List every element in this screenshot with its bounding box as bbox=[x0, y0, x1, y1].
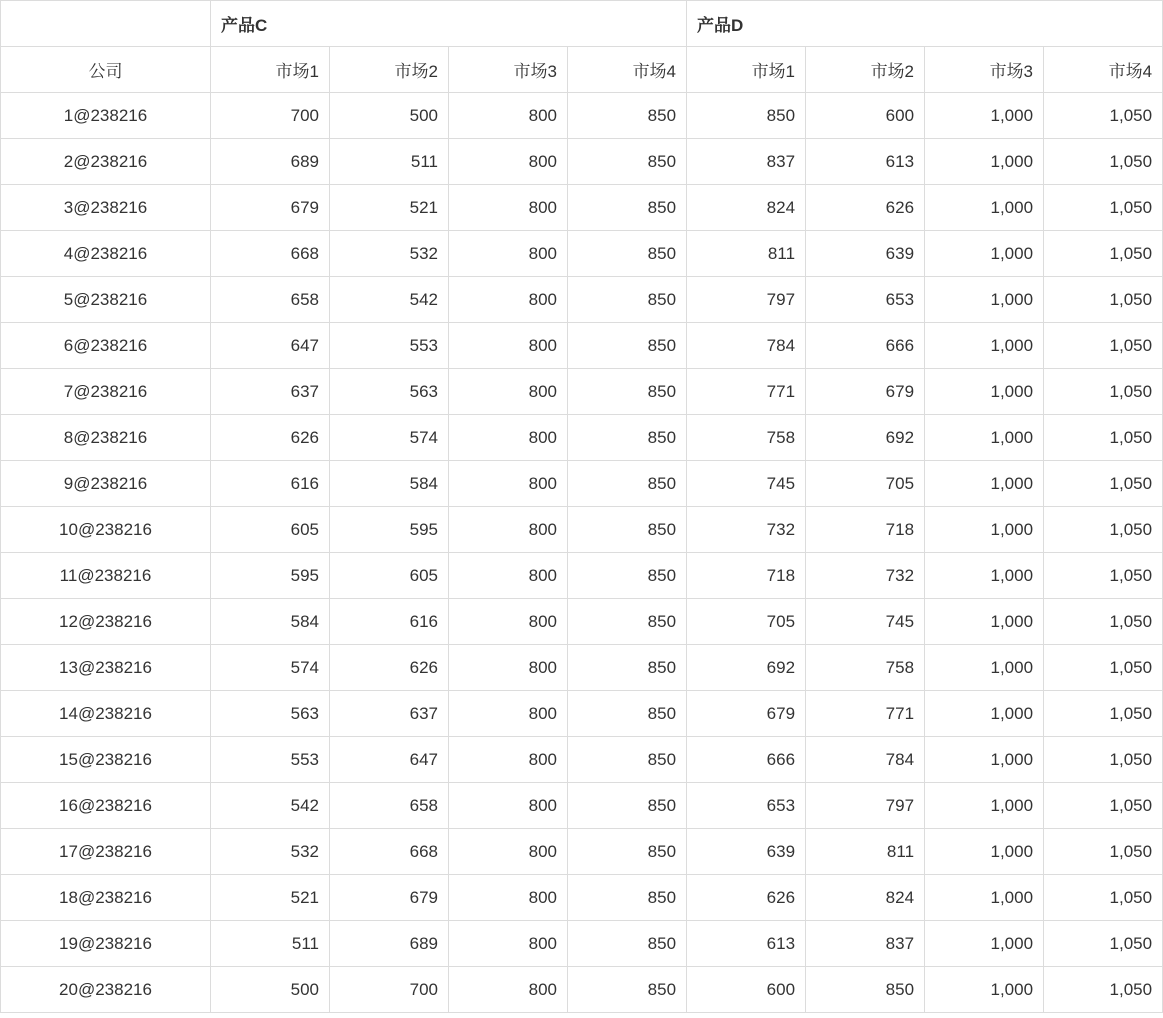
product-d-market4-cell: 1,050 bbox=[1044, 783, 1163, 829]
product-d-market3-cell: 1,000 bbox=[925, 967, 1044, 1013]
product-c-market4-cell: 850 bbox=[568, 461, 687, 507]
product-d-market4-cell: 1,050 bbox=[1044, 93, 1163, 139]
product-d-market1-cell: 811 bbox=[687, 231, 806, 277]
company-cell: 11@238216 bbox=[1, 553, 211, 599]
product-d-market2-cell: 771 bbox=[806, 691, 925, 737]
product-c-market1-cell: 595 bbox=[211, 553, 330, 599]
product-d-market2-cell: 797 bbox=[806, 783, 925, 829]
company-cell: 15@238216 bbox=[1, 737, 211, 783]
header-corner-cell bbox=[1, 1, 211, 47]
product-d-market1-cell: 679 bbox=[687, 691, 806, 737]
column-header-c-market2: 市场2 bbox=[330, 47, 449, 93]
product-d-market2-cell: 837 bbox=[806, 921, 925, 967]
product-c-market1-cell: 658 bbox=[211, 277, 330, 323]
product-d-market4-cell: 1,050 bbox=[1044, 507, 1163, 553]
product-c-market1-cell: 616 bbox=[211, 461, 330, 507]
column-header-d-market4: 市场4 bbox=[1044, 47, 1163, 93]
company-cell: 16@238216 bbox=[1, 783, 211, 829]
product-c-market4-cell: 850 bbox=[568, 967, 687, 1013]
product-c-market4-cell: 850 bbox=[568, 921, 687, 967]
product-c-market4-cell: 850 bbox=[568, 369, 687, 415]
product-c-market3-cell: 800 bbox=[449, 645, 568, 691]
product-d-market1-cell: 837 bbox=[687, 139, 806, 185]
product-d-market2-cell: 745 bbox=[806, 599, 925, 645]
product-c-market3-cell: 800 bbox=[449, 139, 568, 185]
product-d-market3-cell: 1,000 bbox=[925, 783, 1044, 829]
product-c-market1-cell: 521 bbox=[211, 875, 330, 921]
product-c-market1-cell: 689 bbox=[211, 139, 330, 185]
product-d-market3-cell: 1,000 bbox=[925, 599, 1044, 645]
product-d-market3-cell: 1,000 bbox=[925, 323, 1044, 369]
product-d-market4-cell: 1,050 bbox=[1044, 921, 1163, 967]
product-d-market3-cell: 1,000 bbox=[925, 737, 1044, 783]
table-row bbox=[1, 737, 1163, 783]
product-c-market2-cell: 532 bbox=[330, 231, 449, 277]
product-d-market2-cell: 666 bbox=[806, 323, 925, 369]
product-c-market2-cell: 637 bbox=[330, 691, 449, 737]
product-c-market3-cell: 800 bbox=[449, 875, 568, 921]
product-c-market1-cell: 500 bbox=[211, 967, 330, 1013]
product-d-market2-cell: 718 bbox=[806, 507, 925, 553]
product-c-market1-cell: 626 bbox=[211, 415, 330, 461]
table-row bbox=[1, 829, 1163, 875]
column-header-c-market3: 市场3 bbox=[449, 47, 568, 93]
product-c-market3-cell: 800 bbox=[449, 507, 568, 553]
product-c-market4-cell: 850 bbox=[568, 783, 687, 829]
table-row bbox=[1, 507, 1163, 553]
table-row bbox=[1, 323, 1163, 369]
table-row bbox=[1, 231, 1163, 277]
product-d-market3-cell: 1,000 bbox=[925, 507, 1044, 553]
product-d-market1-cell: 718 bbox=[687, 553, 806, 599]
product-d-market1-cell: 784 bbox=[687, 323, 806, 369]
product-c-market2-cell: 605 bbox=[330, 553, 449, 599]
product-c-market4-cell: 850 bbox=[568, 323, 687, 369]
product-d-market4-cell: 1,050 bbox=[1044, 553, 1163, 599]
product-c-market2-cell: 626 bbox=[330, 645, 449, 691]
product-c-market4-cell: 850 bbox=[568, 737, 687, 783]
product-c-market2-cell: 500 bbox=[330, 93, 449, 139]
product-c-market3-cell: 800 bbox=[449, 369, 568, 415]
column-header-c-market1: 市场1 bbox=[211, 47, 330, 93]
product-c-market1-cell: 511 bbox=[211, 921, 330, 967]
product-c-market4-cell: 850 bbox=[568, 645, 687, 691]
product-c-market2-cell: 595 bbox=[330, 507, 449, 553]
product-c-market4-cell: 850 bbox=[568, 553, 687, 599]
product-d-market4-cell: 1,050 bbox=[1044, 323, 1163, 369]
company-cell: 5@238216 bbox=[1, 277, 211, 323]
table-row bbox=[1, 875, 1163, 921]
product-d-market2-cell: 692 bbox=[806, 415, 925, 461]
table-header bbox=[1, 1, 1163, 93]
product-c-market3-cell: 800 bbox=[449, 93, 568, 139]
product-c-market2-cell: 689 bbox=[330, 921, 449, 967]
product-c-market4-cell: 850 bbox=[568, 231, 687, 277]
product-d-market3-cell: 1,000 bbox=[925, 369, 1044, 415]
product-c-market3-cell: 800 bbox=[449, 185, 568, 231]
company-cell: 10@238216 bbox=[1, 507, 211, 553]
product-c-market3-cell: 800 bbox=[449, 323, 568, 369]
product-d-market4-cell: 1,050 bbox=[1044, 691, 1163, 737]
product-d-market1-cell: 613 bbox=[687, 921, 806, 967]
company-cell: 13@238216 bbox=[1, 645, 211, 691]
product-c-market1-cell: 668 bbox=[211, 231, 330, 277]
company-cell: 3@238216 bbox=[1, 185, 211, 231]
product-c-market1-cell: 679 bbox=[211, 185, 330, 231]
product-c-market4-cell: 850 bbox=[568, 599, 687, 645]
product-c-market2-cell: 574 bbox=[330, 415, 449, 461]
product-d-market3-cell: 1,000 bbox=[925, 921, 1044, 967]
table-row bbox=[1, 185, 1163, 231]
product-c-market3-cell: 800 bbox=[449, 415, 568, 461]
product-c-market2-cell: 616 bbox=[330, 599, 449, 645]
product-d-market3-cell: 1,000 bbox=[925, 277, 1044, 323]
product-d-market4-cell: 1,050 bbox=[1044, 369, 1163, 415]
product-c-market4-cell: 850 bbox=[568, 691, 687, 737]
table-row bbox=[1, 415, 1163, 461]
product-d-market4-cell: 1,050 bbox=[1044, 277, 1163, 323]
company-cell: 18@238216 bbox=[1, 875, 211, 921]
product-d-market1-cell: 758 bbox=[687, 415, 806, 461]
product-c-market1-cell: 647 bbox=[211, 323, 330, 369]
product-d-market1-cell: 797 bbox=[687, 277, 806, 323]
product-c-market4-cell: 850 bbox=[568, 277, 687, 323]
product-d-market3-cell: 1,000 bbox=[925, 829, 1044, 875]
product-c-market3-cell: 800 bbox=[449, 783, 568, 829]
product-d-market2-cell: 784 bbox=[806, 737, 925, 783]
product-d-market2-cell: 705 bbox=[806, 461, 925, 507]
product-d-market4-cell: 1,050 bbox=[1044, 599, 1163, 645]
company-cell: 14@238216 bbox=[1, 691, 211, 737]
product-c-market1-cell: 553 bbox=[211, 737, 330, 783]
product-d-market4-cell: 1,050 bbox=[1044, 737, 1163, 783]
product-d-market3-cell: 1,000 bbox=[925, 139, 1044, 185]
product-d-market1-cell: 692 bbox=[687, 645, 806, 691]
table-row bbox=[1, 369, 1163, 415]
product-c-market4-cell: 850 bbox=[568, 139, 687, 185]
product-c-market2-cell: 511 bbox=[330, 139, 449, 185]
product-c-market3-cell: 800 bbox=[449, 829, 568, 875]
product-c-market4-cell: 850 bbox=[568, 93, 687, 139]
table-row bbox=[1, 967, 1163, 1013]
product-d-market2-cell: 679 bbox=[806, 369, 925, 415]
company-cell: 8@238216 bbox=[1, 415, 211, 461]
product-c-market4-cell: 850 bbox=[568, 415, 687, 461]
product-d-market4-cell: 1,050 bbox=[1044, 645, 1163, 691]
product-d-market2-cell: 732 bbox=[806, 553, 925, 599]
company-cell: 7@238216 bbox=[1, 369, 211, 415]
column-header-row bbox=[1, 47, 1163, 93]
product-d-market3-cell: 1,000 bbox=[925, 185, 1044, 231]
product-c-market3-cell: 800 bbox=[449, 599, 568, 645]
product-c-market2-cell: 542 bbox=[330, 277, 449, 323]
product-d-market2-cell: 639 bbox=[806, 231, 925, 277]
product-d-market3-cell: 1,000 bbox=[925, 415, 1044, 461]
product-d-market2-cell: 824 bbox=[806, 875, 925, 921]
group-header-product-c: 产品C bbox=[211, 1, 687, 47]
product-d-market1-cell: 666 bbox=[687, 737, 806, 783]
product-c-market2-cell: 700 bbox=[330, 967, 449, 1013]
product-c-market2-cell: 679 bbox=[330, 875, 449, 921]
product-d-market2-cell: 850 bbox=[806, 967, 925, 1013]
product-c-market3-cell: 800 bbox=[449, 231, 568, 277]
company-cell: 17@238216 bbox=[1, 829, 211, 875]
product-d-market3-cell: 1,000 bbox=[925, 93, 1044, 139]
table-row bbox=[1, 691, 1163, 737]
column-header-d-market2: 市场2 bbox=[806, 47, 925, 93]
group-header-product-d: 产品D bbox=[687, 1, 1163, 47]
table-body bbox=[1, 93, 1163, 1013]
product-c-market3-cell: 800 bbox=[449, 737, 568, 783]
product-d-market1-cell: 732 bbox=[687, 507, 806, 553]
company-cell: 19@238216 bbox=[1, 921, 211, 967]
product-c-market2-cell: 563 bbox=[330, 369, 449, 415]
company-cell: 20@238216 bbox=[1, 967, 211, 1013]
product-d-market1-cell: 639 bbox=[687, 829, 806, 875]
column-header-company: 公司 bbox=[1, 47, 211, 93]
product-d-market1-cell: 771 bbox=[687, 369, 806, 415]
product-d-market4-cell: 1,050 bbox=[1044, 185, 1163, 231]
product-c-market3-cell: 800 bbox=[449, 277, 568, 323]
product-d-market3-cell: 1,000 bbox=[925, 875, 1044, 921]
product-c-market2-cell: 668 bbox=[330, 829, 449, 875]
product-c-market1-cell: 532 bbox=[211, 829, 330, 875]
product-c-market3-cell: 800 bbox=[449, 691, 568, 737]
product-d-market3-cell: 1,000 bbox=[925, 691, 1044, 737]
product-c-market1-cell: 637 bbox=[211, 369, 330, 415]
product-d-market1-cell: 600 bbox=[687, 967, 806, 1013]
product-d-market1-cell: 705 bbox=[687, 599, 806, 645]
product-c-market4-cell: 850 bbox=[568, 829, 687, 875]
product-d-market1-cell: 626 bbox=[687, 875, 806, 921]
product-c-market1-cell: 605 bbox=[211, 507, 330, 553]
table-row bbox=[1, 921, 1163, 967]
product-d-market4-cell: 1,050 bbox=[1044, 139, 1163, 185]
table-row bbox=[1, 599, 1163, 645]
product-d-market4-cell: 1,050 bbox=[1044, 967, 1163, 1013]
company-cell: 2@238216 bbox=[1, 139, 211, 185]
product-c-market1-cell: 574 bbox=[211, 645, 330, 691]
product-c-market4-cell: 850 bbox=[568, 507, 687, 553]
product-c-market4-cell: 850 bbox=[568, 875, 687, 921]
column-header-d-market3: 市场3 bbox=[925, 47, 1044, 93]
product-d-market2-cell: 653 bbox=[806, 277, 925, 323]
group-header-row bbox=[1, 1, 1163, 47]
product-c-market3-cell: 800 bbox=[449, 461, 568, 507]
product-c-market1-cell: 563 bbox=[211, 691, 330, 737]
product-c-market2-cell: 553 bbox=[330, 323, 449, 369]
company-cell: 6@238216 bbox=[1, 323, 211, 369]
product-c-market2-cell: 521 bbox=[330, 185, 449, 231]
product-c-market4-cell: 850 bbox=[568, 185, 687, 231]
product-c-market3-cell: 800 bbox=[449, 553, 568, 599]
product-c-market3-cell: 800 bbox=[449, 967, 568, 1013]
product-c-market1-cell: 542 bbox=[211, 783, 330, 829]
product-d-market4-cell: 1,050 bbox=[1044, 231, 1163, 277]
product-c-market3-cell: 800 bbox=[449, 921, 568, 967]
product-c-market1-cell: 700 bbox=[211, 93, 330, 139]
product-d-market4-cell: 1,050 bbox=[1044, 875, 1163, 921]
company-cell: 12@238216 bbox=[1, 599, 211, 645]
company-cell: 1@238216 bbox=[1, 93, 211, 139]
table-row bbox=[1, 93, 1163, 139]
product-d-market1-cell: 745 bbox=[687, 461, 806, 507]
product-d-market4-cell: 1,050 bbox=[1044, 829, 1163, 875]
product-d-market4-cell: 1,050 bbox=[1044, 461, 1163, 507]
product-d-market2-cell: 600 bbox=[806, 93, 925, 139]
product-c-market1-cell: 584 bbox=[211, 599, 330, 645]
product-d-market3-cell: 1,000 bbox=[925, 645, 1044, 691]
table-row bbox=[1, 553, 1163, 599]
table-row bbox=[1, 783, 1163, 829]
product-d-market1-cell: 850 bbox=[687, 93, 806, 139]
column-header-c-market4: 市场4 bbox=[568, 47, 687, 93]
product-d-market3-cell: 1,000 bbox=[925, 553, 1044, 599]
product-d-market1-cell: 653 bbox=[687, 783, 806, 829]
column-header-d-market1: 市场1 bbox=[687, 47, 806, 93]
product-d-market2-cell: 613 bbox=[806, 139, 925, 185]
product-d-market2-cell: 758 bbox=[806, 645, 925, 691]
table-row bbox=[1, 139, 1163, 185]
table-row bbox=[1, 277, 1163, 323]
product-d-market2-cell: 811 bbox=[806, 829, 925, 875]
product-d-market3-cell: 1,000 bbox=[925, 461, 1044, 507]
company-cell: 4@238216 bbox=[1, 231, 211, 277]
product-d-market4-cell: 1,050 bbox=[1044, 415, 1163, 461]
product-c-market2-cell: 658 bbox=[330, 783, 449, 829]
company-cell: 9@238216 bbox=[1, 461, 211, 507]
product-c-market2-cell: 647 bbox=[330, 737, 449, 783]
product-d-market2-cell: 626 bbox=[806, 185, 925, 231]
product-d-market1-cell: 824 bbox=[687, 185, 806, 231]
table-row bbox=[1, 461, 1163, 507]
product-d-market3-cell: 1,000 bbox=[925, 231, 1044, 277]
table-row bbox=[1, 645, 1163, 691]
product-c-market2-cell: 584 bbox=[330, 461, 449, 507]
